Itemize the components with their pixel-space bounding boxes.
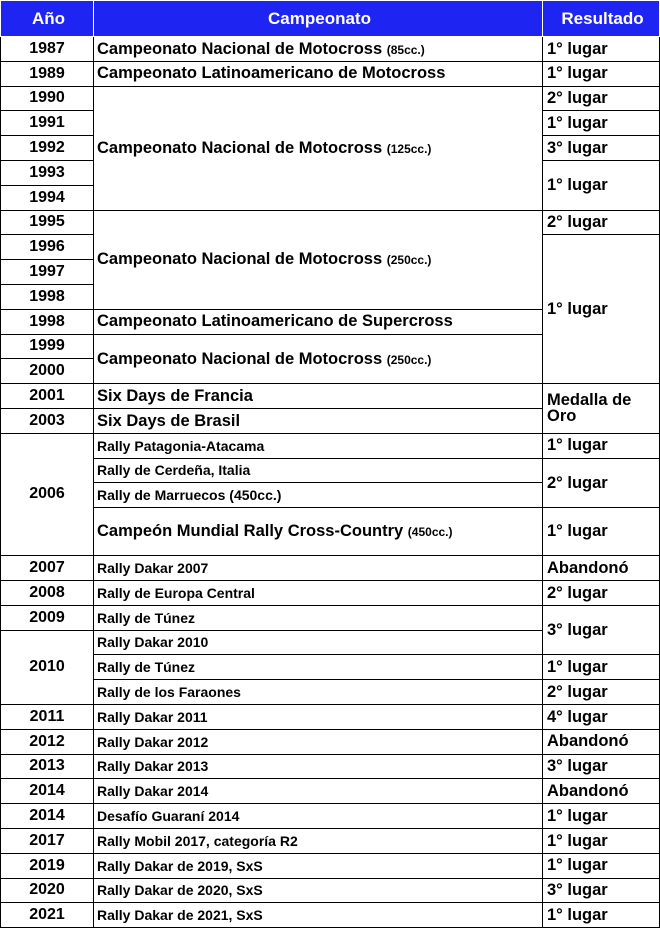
year-cell: 2007	[1, 556, 94, 581]
result-cell: Abandonó	[543, 729, 660, 754]
year-cell: 2019	[1, 853, 94, 878]
year-cell: 1987	[1, 37, 94, 62]
result-cell: 1° lugar	[543, 804, 660, 829]
table-row	[1, 804, 660, 829]
result-cell	[543, 384, 660, 434]
year-cell: 2017	[1, 828, 94, 853]
championship-cell: Rally Dakar 2011	[94, 704, 543, 729]
championship-cell: Desafío Guaraní 2014	[94, 804, 543, 829]
year-cell: 1992	[1, 136, 94, 161]
table-row	[1, 680, 660, 705]
championship-cell: Rally Dakar 2010	[94, 630, 543, 655]
year-cell: 2003	[1, 408, 94, 433]
result-cell: 1° lugar	[543, 828, 660, 853]
table-row	[1, 508, 660, 556]
table-row	[1, 37, 660, 62]
year-cell: 2008	[1, 580, 94, 605]
championship-cell	[94, 86, 543, 210]
table-row	[1, 655, 660, 680]
championship-cell: Rally Dakar 2012	[94, 729, 543, 754]
championship-cell	[94, 210, 543, 309]
result-cell: Abandonó	[543, 779, 660, 804]
year-cell: 1991	[1, 111, 94, 136]
championship-name: Campeonato Nacional de Motocross	[97, 349, 383, 368]
year-cell: 2009	[1, 605, 94, 630]
championship-cell: Rally Mobil 2017, categoría R2	[94, 828, 543, 853]
result-cell: 1° lugar	[543, 433, 660, 458]
header-championship: Campeonato	[94, 1, 543, 37]
championship-name: Campeonato Nacional de Motocross	[97, 39, 383, 58]
championship-cell	[94, 37, 543, 62]
championship-cell: Rally de Marruecos (450cc.)	[94, 483, 543, 508]
year-cell: 2014	[1, 779, 94, 804]
category-note: (85cc.)	[386, 42, 425, 57]
result-cell: Abandonó	[543, 556, 660, 581]
championship-cell: Six Days de Brasil	[94, 408, 543, 433]
table-row	[1, 580, 660, 605]
table-row	[1, 779, 660, 804]
year-cell: 1998	[1, 284, 94, 309]
year-cell: 2014	[1, 804, 94, 829]
result-cell: 2° lugar	[543, 86, 660, 111]
championship-cell	[94, 508, 543, 556]
result-cell: 1° lugar	[543, 160, 660, 210]
year-cell: 1989	[1, 61, 94, 86]
table-row	[1, 704, 660, 729]
table-row	[1, 828, 660, 853]
championship-cell: Rally de Túnez	[94, 605, 543, 630]
result-cell: 2° lugar	[543, 580, 660, 605]
year-cell: 1994	[1, 185, 94, 210]
result-line: Medalla de	[547, 390, 632, 409]
result-cell: 1° lugar	[543, 903, 660, 928]
championship-cell: Campeonato Latinoamericano de Supercross	[94, 309, 543, 334]
championship-cell: Rally Dakar 2014	[94, 779, 543, 804]
table-row	[1, 556, 660, 581]
result-cell: 1° lugar	[543, 235, 660, 384]
table-row	[1, 605, 660, 630]
year-cell: 2010	[1, 630, 94, 704]
championship-cell: Campeonato Latinoamericano de Motocross	[94, 61, 543, 86]
championship-cell: Rally de Túnez	[94, 655, 543, 680]
championship-cell: Rally Dakar de 2020, SxS	[94, 878, 543, 903]
result-cell: 2° lugar	[543, 210, 660, 235]
championship-cell: Rally Patagonia-Atacama	[94, 433, 543, 458]
championship-cell: Rally Dakar 2007	[94, 556, 543, 581]
year-cell: 2020	[1, 878, 94, 903]
category-note: (125cc.)	[386, 141, 432, 156]
championship-cell	[94, 334, 543, 384]
championship-cell: Rally de Cerdeña, Italia	[94, 458, 543, 483]
championship-name: Campeón Mundial Rally Cross-Country	[97, 522, 404, 541]
year-cell: 1990	[1, 86, 94, 111]
championship-cell: Rally Dakar de 2021, SxS	[94, 903, 543, 928]
result-cell: 1° lugar	[543, 61, 660, 86]
table-row	[1, 754, 660, 779]
header-result: Resultado	[543, 1, 660, 37]
result-cell: 4° lugar	[543, 704, 660, 729]
championship-cell: Six Days de Francia	[94, 384, 543, 409]
result-cell: 3° lugar	[543, 136, 660, 161]
result-cell: 2° lugar	[543, 680, 660, 705]
year-cell: 2006	[1, 433, 94, 555]
year-cell: 1993	[1, 160, 94, 185]
year-cell: 2001	[1, 384, 94, 409]
championship-name: Campeonato Nacional de Motocross	[97, 138, 383, 157]
table-row	[1, 210, 660, 235]
result-cell: 1° lugar	[543, 853, 660, 878]
table-row	[1, 903, 660, 928]
year-cell: 1998	[1, 309, 94, 334]
table-row	[1, 729, 660, 754]
year-cell: 2013	[1, 754, 94, 779]
table-row	[1, 458, 660, 483]
table-row	[1, 61, 660, 86]
year-cell: 1995	[1, 210, 94, 235]
year-cell: 1997	[1, 260, 94, 285]
table-row	[1, 853, 660, 878]
result-line: Oro	[547, 407, 577, 426]
category-note: (250cc.)	[386, 253, 432, 268]
category-note: (250cc.)	[386, 352, 432, 367]
championship-cell: Rally Dakar de 2019, SxS	[94, 853, 543, 878]
year-cell: 2012	[1, 729, 94, 754]
result-cell: 3° lugar	[543, 605, 660, 655]
championship-cell: Rally Dakar 2013	[94, 754, 543, 779]
year-cell: 2021	[1, 903, 94, 928]
championship-cell: Rally de los Faraones	[94, 680, 543, 705]
year-cell: 1999	[1, 334, 94, 359]
result-cell: 1° lugar	[543, 111, 660, 136]
championship-cell: Rally de Europa Central	[94, 580, 543, 605]
year-cell: 1996	[1, 235, 94, 260]
result-cell: 1° lugar	[543, 655, 660, 680]
table-row	[1, 433, 660, 458]
header-year: Año	[1, 1, 94, 37]
result-cell: 2° lugar	[543, 458, 660, 508]
result-cell: 1° lugar	[543, 508, 660, 556]
result-cell: 3° lugar	[543, 878, 660, 903]
table-row	[1, 878, 660, 903]
table-row	[1, 86, 660, 111]
result-cell: 1° lugar	[543, 37, 660, 62]
table-header-row	[1, 1, 660, 37]
category-note: (450cc.)	[407, 525, 453, 540]
table-row	[1, 384, 660, 409]
year-cell: 2000	[1, 359, 94, 384]
result-cell: 3° lugar	[543, 754, 660, 779]
year-cell: 2011	[1, 704, 94, 729]
championship-name: Campeonato Nacional de Motocross	[97, 250, 383, 269]
